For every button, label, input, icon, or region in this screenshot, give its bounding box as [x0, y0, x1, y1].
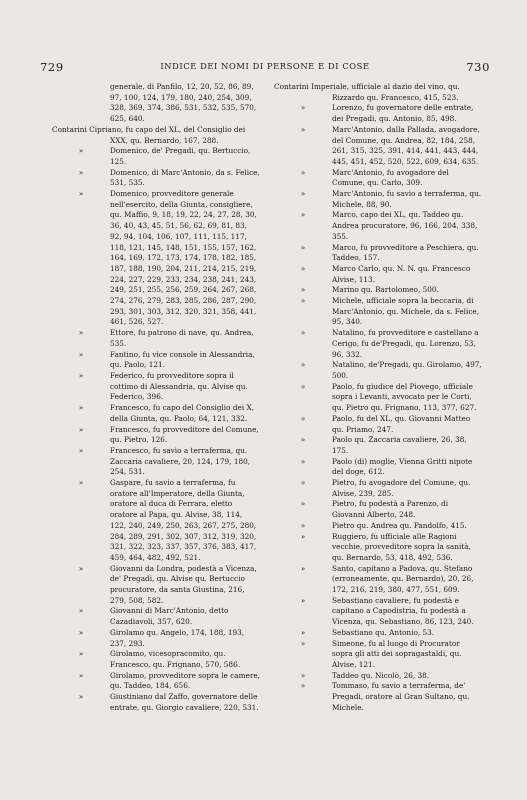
index-entry	[52, 478, 260, 564]
index-entry-text: Contarini Imperiale, ufficiale al dazio del vino, qu. Rizzardo qu. Francesco, 415, 523.	[274, 82, 460, 102]
ditto-mark: »	[78, 349, 84, 359]
index-entry-text: Paolo (di) moglie, Vienna Gritti nipote del doge, 612.	[332, 456, 473, 477]
ditto-mark: »	[300, 263, 306, 273]
index-entry-text: Paolo, fu giudice del Piovego, ufficiale sopra i Levanti, avvocato per le Corti, qu. Pietro qu. Frignano, 113, 377, 627.	[332, 381, 477, 413]
ditto-mark: »	[300, 681, 306, 691]
index-entry	[274, 435, 482, 456]
index-entry	[274, 521, 482, 532]
ditto-mark: »	[300, 210, 306, 220]
index-entry-text: Girolamo qu. Angelo, 174, 188, 193, 237, 293.	[110, 627, 245, 648]
index-entry	[274, 328, 482, 360]
ditto-mark: »	[300, 124, 306, 134]
index-entry	[52, 371, 260, 403]
index-entry-text: Simeone, fu al luogo di Procurator sopra gli atti dei sopragastaldi, qu. Alvise, 121.	[332, 638, 462, 669]
index-entry	[274, 532, 482, 564]
index-entry-text: Francesco, fu savio a terraferma, qu. Zaccaria cavaliere, 20, 124, 179, 180, 254, 531.	[110, 445, 251, 477]
index-entry-text: Marc'Antonio, fu avogadore del Comune, qu. Carlo, 309.	[332, 167, 449, 188]
index-entry	[52, 82, 260, 125]
ditto-mark: »	[78, 649, 84, 659]
index-entry-text: Girolamo, vicesopracomito, qu. Francesco, qu. Frignano, 570, 586.	[110, 649, 241, 669]
page-header	[40, 60, 490, 74]
ditto-mark: »	[300, 328, 306, 338]
index-entry	[52, 671, 260, 692]
ditto-mark: »	[78, 692, 84, 702]
index-entry	[274, 639, 482, 671]
index-entry-text: Paolo qu. Zaccaria cavaliere, 26, 38, 175.	[332, 435, 467, 455]
index-entry	[52, 189, 260, 328]
index-entry	[52, 628, 260, 649]
index-entry	[52, 692, 260, 713]
index-entry	[274, 671, 482, 682]
index-entry	[274, 596, 482, 628]
index-entry-text: Gaspare, fu savio a terraferma, fu oratore all'Imperatore, della Giunta, oratore al duca di Ferrara, eletto oratore al Papa, qu. Alvise, 38, 114, 122, 240, 249, 250, 263, 267, 275, 280, 284, 289, 291, 302, 307, 312, 319, 320, 321, 322, 323, 337, 357, 376, 383, 417, 459, 464, 482, 492, 521.	[110, 478, 257, 562]
ditto-mark: »	[300, 627, 306, 637]
index-entry-text: Marco Carlo, qu. N. N. qu. Francesco Alvise, 113.	[332, 263, 471, 284]
index-entry-text: Marino qu. Bartolomeo, 500.	[332, 285, 439, 295]
ditto-mark: »	[300, 189, 306, 199]
index-entry	[52, 328, 260, 349]
index-entry-text: Fantino, fu vice console in Alessandria, qu. Paolo, 121.	[110, 349, 255, 370]
index-entry	[274, 478, 482, 499]
ditto-mark: »	[78, 606, 84, 616]
index-entry	[274, 414, 482, 435]
index-entry	[274, 168, 482, 189]
index-entry-text: generale, di Panfilo, 12, 20, 52, 86, 89, 97, 100, 124, 179, 180, 240, 254, 309, 328, 369, 374, 386, 531, 532, 535, 570, 625, 640.	[110, 82, 257, 124]
index-entry	[274, 264, 482, 285]
index-entry-text: Ettore, fu patrono di nave, qu. Andrea, 535.	[110, 328, 254, 348]
ditto-mark: »	[78, 167, 84, 177]
index-entry-text: Giovanni da Londra, podestà a Vicenza, de' Pregadi, qu. Alvise qu. Bertuccio procuratore, da santa Giustina, 216, 279, 508, 582.	[110, 563, 257, 605]
index-entry	[274, 82, 482, 103]
index-entry	[52, 446, 260, 478]
index-entry	[274, 360, 482, 381]
ditto-mark: »	[300, 242, 306, 252]
running-title: INDICE DEI NOMI DI PERSONE E DI COSE	[160, 61, 370, 71]
index-entry	[274, 681, 482, 713]
ditto-mark: »	[78, 670, 84, 680]
ditto-mark: »	[300, 167, 306, 177]
ditto-mark: »	[300, 103, 306, 113]
index-entry-text: Pietro qu. Andrea qu. Pandolfo, 415.	[332, 520, 467, 530]
index-entry-text: Marco, capo dei XL, qu. Taddeo qu. Andrea procuratore, 96, 166, 204, 338, 355.	[332, 210, 478, 241]
ditto-mark: »	[78, 189, 84, 199]
ditto-mark: »	[300, 563, 306, 573]
index-entry	[52, 649, 260, 670]
index-entry	[52, 564, 260, 607]
index-entry	[274, 285, 482, 296]
ditto-mark: »	[300, 478, 306, 488]
ditto-mark: »	[300, 499, 306, 509]
ditto-mark: »	[78, 563, 84, 573]
ditto-mark: »	[300, 435, 306, 445]
index-entry-text: Tommaso, fu savio a terraferma, de' Pregadi, oratore al Gran Sultano, qu. Michele.	[332, 681, 470, 712]
index-entry	[274, 103, 482, 124]
index-entry-text: Pietro, fu avogadore del Comune, qu. Alvise, 239, 285.	[332, 478, 471, 498]
index-entry	[274, 564, 482, 596]
index-entry	[274, 628, 482, 639]
ditto-mark: »	[78, 403, 84, 413]
index-entry-text: Michele, ufficiale sopra la beccaria, di Marc'Antonio, qu. Michele, da s. Felice, 95, 340.	[332, 296, 480, 327]
ditto-mark: »	[300, 595, 306, 605]
index-entry	[274, 243, 482, 264]
index-entry	[52, 425, 260, 446]
index-entry-text: Girolamo, provveditore sopra le camere, qu. Taddeo, 184, 656.	[110, 670, 260, 691]
index-entry	[52, 168, 260, 189]
index-entry	[274, 296, 482, 328]
ditto-mark: »	[78, 424, 84, 434]
index-entry	[274, 125, 482, 168]
index-entry-text: Contarini Cipriano, fu capo del XL, del Consiglio dei XXX, qu. Bernardo, 167, 288.	[52, 124, 246, 145]
right-column	[274, 82, 482, 792]
ditto-mark: »	[300, 670, 306, 680]
index-entry-text: Ruggiero, fu ufficiale alle Ragioni vecchie, provveditore sopra la sanità, qu. Bernardo, 53, 418, 492, 536.	[332, 531, 471, 562]
ditto-mark: »	[300, 360, 306, 370]
index-entry	[52, 606, 260, 627]
index-entry-text: Domenico, di Marc'Antonio, da s. Felice, 531, 535.	[110, 167, 260, 188]
index-entry-text: Marco, fu provveditore a Peschiera, qu. Taddeo, 157.	[332, 242, 479, 263]
left-column	[52, 82, 260, 792]
index-entry	[274, 382, 482, 414]
index-entry	[274, 499, 482, 520]
index-entry-text: Giustiniano dal Zaffo, governatore delle entrate, qu. Giorgio cavaliere, 220, 531.	[110, 692, 259, 712]
ditto-mark: »	[78, 445, 84, 455]
ditto-mark: »	[78, 328, 84, 338]
index-entry-text: Francesco, fu capo del Consiglio dei X, della Giunta, qu. Paolo, 64, 121, 332.	[110, 403, 255, 423]
index-entry-text: Marc'Antonio, dalla Pallada, avogadore, del Comune, qu. Andrea, 82, 184, 258, 261, 315, 325, 391, 414, 441, 443, 444, 445, 451, 452, 520, 522, 609, 634, 635.	[332, 124, 480, 166]
ditto-mark: »	[300, 381, 306, 391]
ditto-mark: »	[300, 296, 306, 306]
ditto-mark: »	[300, 285, 306, 295]
ditto-mark: »	[300, 531, 306, 541]
index-entry-text: Pietro, fu podestà a Parenzo, di Giovanni Alberto, 248.	[332, 499, 449, 520]
index-entry	[274, 189, 482, 210]
index-columns	[52, 82, 484, 792]
index-entry	[52, 146, 260, 167]
index-entry-text: Sebastiano cavaliere, fu podestà e capitano a Capodistria, fu podestà a Vicenza, qu. Sebastiano, 86, 123, 240.	[332, 595, 474, 627]
index-entry-text: Santo, capitano a Padova, qu. Stefano (erroneamente, qu. Bernardo), 20, 26, 172, 216, 219, 380, 477, 551, 609.	[332, 563, 474, 595]
ditto-mark: »	[300, 520, 306, 530]
page-number-left: 729	[40, 60, 64, 74]
index-entry	[274, 457, 482, 478]
index-entry-text: Marc'Antonio, fu savio a terraferma, qu. Michele, 88, 90.	[332, 189, 482, 209]
index-entry-text: Domenico, de' Pregadi, qu. Bertuccio, 125.	[110, 146, 251, 166]
ditto-mark: »	[300, 413, 306, 423]
ditto-mark: »	[300, 638, 306, 648]
index-entry-text: Natalino, de'Pregadi, qu. Girolamo, 497, 500.	[332, 360, 482, 380]
ditto-mark: »	[78, 627, 84, 637]
page-number-right: 730	[466, 60, 490, 74]
index-entry	[274, 210, 482, 242]
index-entry-text: Sebastiano qu. Antonio, 53.	[332, 627, 435, 637]
index-entry	[52, 350, 260, 371]
index-entry-text: Taddeo qu. Nicolò, 26, 38.	[332, 670, 430, 680]
ditto-mark: »	[78, 370, 84, 380]
index-entry	[52, 403, 260, 424]
index-entry-text: Paolo, fu del XL, qu. Giovanni Matteo qu. Priamo, 247.	[332, 413, 471, 434]
index-entry-text: Domenico, provveditore generale nell'esercito, della Giunta, consigliere, qu. Maffio, 9, 18, 19, 22, 24, 27, 28, 30, 36, 40, 43, 45, 51, 56, 62, 69, 81, 83, 92, 94, 104, 106, 107, 111, 115, 117, 118, 121, 145, 148, 151, 155, 157, 162, 164, 169, 172, 173, 174, 178, 182, 185, 187, 188, 190, 204, 211, 214, 215, 219, 224, 227, 229, 233, 234, 238, 241, 243, 249, 251, 255, 256, 259, 264, 267, 268, 274, 276, 279, 283, 285, 286, 287, 290, 293, 301, 303, 312, 320, 321, 358, 441, 461, 526, 527.	[110, 189, 257, 327]
index-entry-text: Natalino, fu provveditore e castellano a Cerigo, fu de'Pregadi, qu. Lorenzo, 53, 96, 332.	[332, 328, 479, 359]
index-entry-text: Lorenzo, fu governatore delle entrate, dei Pregadi, qu. Antonio, 85, 498.	[332, 103, 474, 124]
index-entry-text: Francesco, fu provveditore del Comune, qu. Pietro, 126.	[110, 424, 259, 445]
index-entry	[52, 125, 260, 146]
index-entry-text: Giovanni di Marc'Antonio, detto Cazadiavoli, 357, 620.	[110, 606, 229, 627]
index-entry-text: Federico, fu provveditore sopra il cottimo di Alessandria, qu. Alvise qu. Federico, 396.	[110, 370, 248, 402]
ditto-mark: »	[78, 478, 84, 488]
ditto-mark: »	[78, 146, 84, 156]
ditto-mark: »	[300, 456, 306, 466]
